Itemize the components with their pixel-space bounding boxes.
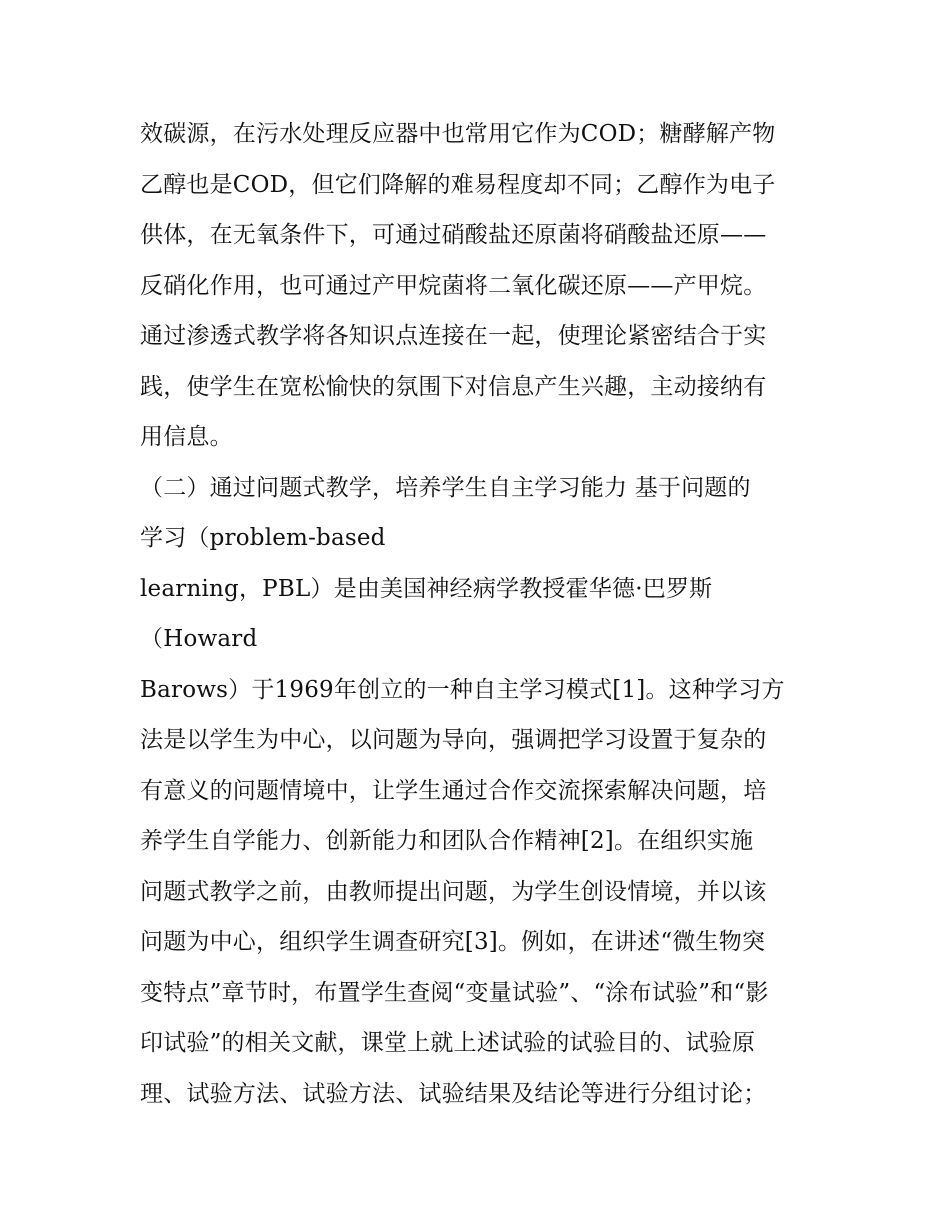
text-line: 养学生自学能力、创新能力和团队合作精神[2]。在组织实施 — [140, 828, 754, 854]
text-line: 有意义的问题情境中，让学生通过合作交流探索解决问题，培 — [140, 777, 767, 804]
text-line: Barows）于1969年创立的一种自主学习模式[1]。这种学习方 — [140, 676, 785, 703]
text-line: 乙醇也是COD，但它们降解的难易程度却不同；乙醇作为电子 — [140, 171, 776, 198]
text-line: 法是以学生为中心，以问题为导向，强调把学习设置于复杂的 — [140, 727, 767, 753]
section-heading-line: （二）通过问题式教学，培养学生自主学习能力 基于问题的 — [140, 474, 751, 501]
text-line: 变特点”章节时，布置学生查阅“变量试验”、“涂布试验”和“影 — [140, 979, 769, 1006]
text-line: 用信息。 — [140, 424, 233, 450]
text-line: 供体，在无氧条件下，可通过硝酸盐还原菌将硝酸盐还原—— — [140, 222, 767, 248]
text-line: 通过渗透式教学将各知识点连接在一起，使理论紧密结合于实 — [140, 323, 767, 349]
text-line: 问题为中心，组织学生调查研究[3]。例如，在讲述“微生物突 — [140, 929, 766, 955]
text-line: 印试验”的相关文献，课堂上就上述试验的试验目的、试验原 — [140, 1030, 756, 1056]
text-line: 反硝化作用，也可通过产甲烷菌将二氧化碳还原——产甲烷。 — [140, 272, 767, 299]
body-text — [140, 109, 820, 1119]
text-line: 效碳源，在污水处理反应器中也常用它作为COD；糖酵解产物 — [140, 121, 776, 147]
text-line: 学习（problem-based — [140, 525, 386, 551]
text-line: 践，使学生在宽松愉快的氛围下对信息产生兴趣，主动接纳有 — [140, 373, 767, 400]
text-line: 理、试验方法、试验方法、试验结果及结论等进行分组讨论； — [140, 1080, 767, 1107]
text-line: 问题式教学之前，由教师提出问题，为学生创设情境，并以该 — [140, 878, 767, 905]
text-line: （Howard — [140, 626, 258, 652]
text-line: learning，PBL）是由美国神经病学教授霍华德·巴罗斯 — [140, 575, 713, 602]
